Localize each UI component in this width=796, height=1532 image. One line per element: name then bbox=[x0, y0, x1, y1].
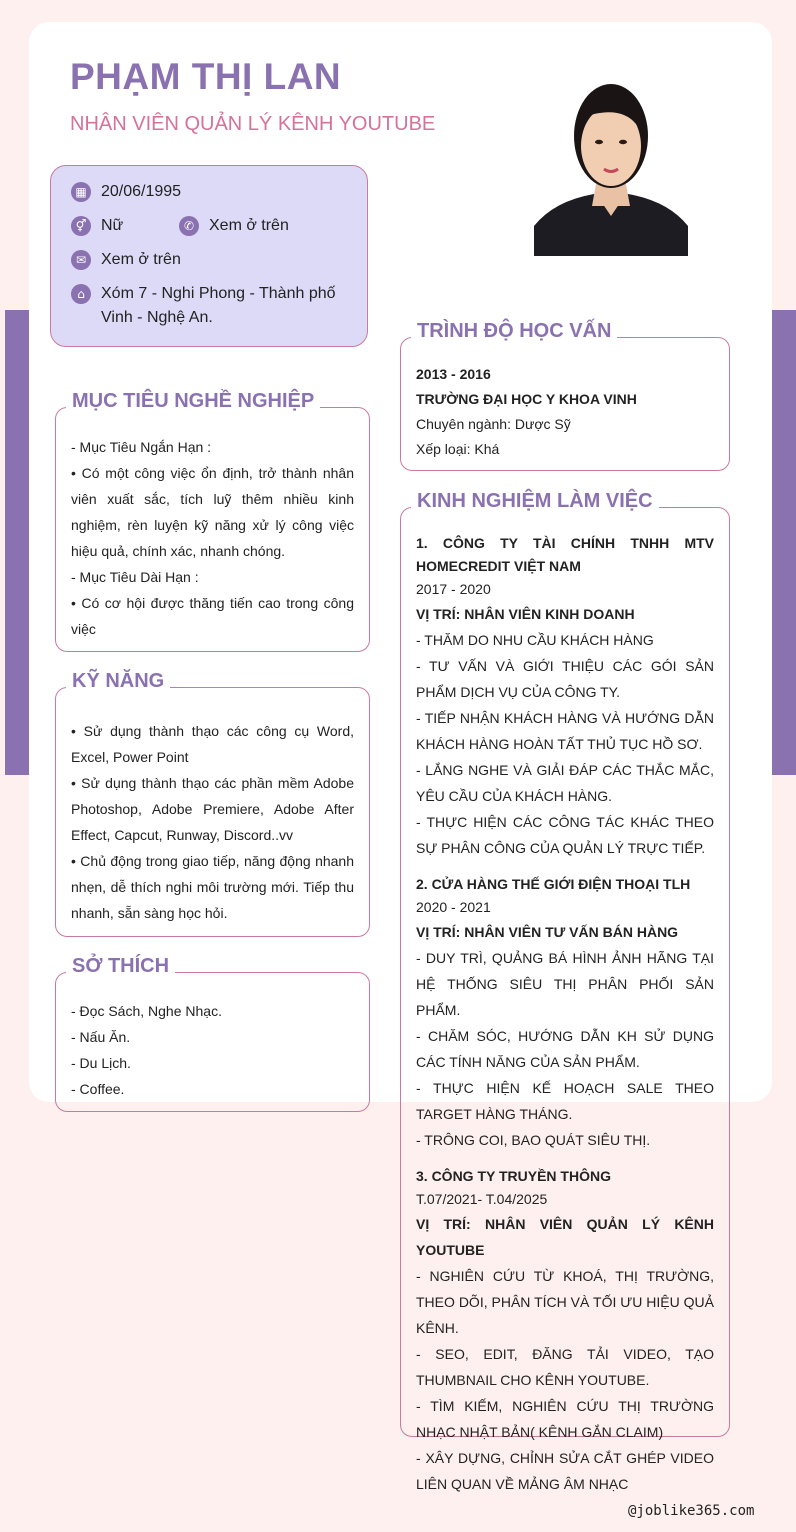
job-company: 3. CÔNG TY TRUYỀN THÔNG bbox=[416, 1168, 611, 1184]
education-school: TRƯỜNG ĐẠI HỌC Y KHOA VINH bbox=[416, 391, 637, 407]
job-duty: - NGHIÊN CỨU TỪ KHOÁ, THỊ TRƯỜNG, THEO DÕI, PHÂN TÍCH VÀ TỐI ƯU HIỆU QUẢ KÊNH. bbox=[416, 1268, 714, 1336]
skills-section bbox=[55, 670, 370, 937]
contact-birthday bbox=[71, 180, 181, 204]
right-accent-band bbox=[772, 310, 796, 775]
gender-icon: ⚥ bbox=[71, 216, 91, 236]
job-entry bbox=[416, 873, 714, 1153]
watermark: @joblike365.com bbox=[628, 1503, 755, 1519]
job-duty: - LẮNG NGHE VÀ GIẢI ĐÁP CÁC THẮC MẮC, YÊU CẦU CỦA KHÁCH HÀNG. bbox=[416, 762, 714, 804]
hobbies-heading: SỞ THÍCH bbox=[66, 955, 175, 978]
hobby-line: - Coffee. bbox=[71, 1081, 125, 1097]
contact-gender bbox=[71, 214, 123, 238]
job-position: VỊ TRÍ: NHÂN VIÊN QUẢN LÝ KÊNH YOUTUBE bbox=[416, 1216, 714, 1258]
hobby-line: - Nấu Ăn. bbox=[71, 1029, 131, 1045]
job-company: 2. CỬA HÀNG THẾ GIỚI ĐIỆN THOẠI TLH bbox=[416, 876, 691, 892]
job-entry bbox=[416, 532, 714, 861]
skills-heading: KỸ NĂNG bbox=[66, 670, 170, 693]
experience-heading: KINH NGHIỆM LÀM VIỆC bbox=[411, 490, 659, 513]
job-duty: - TƯ VẤN VÀ GIỚI THIỆU CÁC GÓI SẢN PHẨM DỊCH VỤ CỦA CÔNG TY. bbox=[416, 658, 714, 700]
contact-email bbox=[71, 248, 181, 272]
address-text: Xóm 7 - Nghi Phong - Thành phố Vinh - Nghệ An. bbox=[101, 285, 336, 326]
birthday-text: 20/06/1995 bbox=[101, 183, 182, 200]
hobby-line: - Du Lịch. bbox=[71, 1055, 131, 1071]
job-period: 2020 - 2021 bbox=[416, 899, 491, 915]
objective-line: • Có cơ hội được thăng tiến cao trong công việc bbox=[71, 595, 354, 637]
phone-icon: ✆ bbox=[179, 216, 199, 236]
job-duty: - THỰC HIỆN KẾ HOẠCH SALE THEO TARGET HÀNG THÁNG. bbox=[416, 1080, 714, 1122]
job-duty: - TIẾP NHẬN KHÁCH HÀNG VÀ HƯỚNG DẪN KHÁCH HÀNG HOÀN TẤT THỦ TỤC HỒ SƠ. bbox=[416, 710, 714, 752]
gender-text: Nữ bbox=[101, 217, 124, 234]
job-duty: - XÂY DỰNG, CHỈNH SỬA CẮT GHÉP VIDEO LIÊN QUAN VỀ MẢNG ÂM NHẠC bbox=[416, 1450, 714, 1492]
job-duty: - CHĂM SÓC, HƯỚNG DẪN KH SỬ DỤNG CÁC TÍNH NĂNG CỦA SẢN PHẨM. bbox=[416, 1028, 714, 1070]
experience-body bbox=[416, 532, 714, 1497]
job-duty: - SEO, EDIT, ĐĂNG TẢI VIDEO, TẠO THUMBNAIL CHO KÊNH YOUTUBE. bbox=[416, 1346, 714, 1388]
left-accent-band bbox=[5, 310, 29, 775]
email-text: Xem ở trên bbox=[101, 251, 181, 268]
job-duty: - TÌM KIẾM, NGHIÊN CỨU THỊ TRƯỜNG NHẠC NHẬT BẢN( KÊNH GẮN CLAIM) bbox=[416, 1398, 714, 1440]
skill-line: • Sử dụng thành thạo các phần mềm Adobe Photoshop, Adobe Premiere, Adobe After Effect, Capcut, Runway, Discord..vv bbox=[71, 775, 354, 843]
objective-body bbox=[71, 434, 354, 642]
job-entry bbox=[416, 1165, 714, 1497]
home-icon: ⌂ bbox=[71, 284, 91, 304]
contact-phone bbox=[179, 214, 289, 238]
contact-address bbox=[71, 282, 341, 330]
experience-section bbox=[400, 490, 730, 1492]
job-company: 1. CÔNG TY TÀI CHÍNH TNHH MTV HOMECREDIT VIỆT NAM bbox=[416, 535, 714, 574]
contact-box bbox=[50, 165, 368, 347]
skills-body bbox=[71, 718, 354, 926]
profile-photo bbox=[534, 66, 688, 256]
candidate-title: NHÂN VIÊN QUẢN LÝ KÊNH YOUTUBE bbox=[70, 113, 436, 135]
objective-line: - Mục Tiêu Dài Hạn : bbox=[71, 569, 199, 585]
job-position: VỊ TRÍ: NHÂN VIÊN TƯ VẤN BÁN HÀNG bbox=[416, 924, 679, 940]
hobby-line: - Đọc Sách, Nghe Nhạc. bbox=[71, 1003, 222, 1019]
calendar-icon: ▦ bbox=[71, 182, 91, 202]
candidate-name: PHẠM THỊ LAN bbox=[70, 56, 342, 97]
education-major: Chuyên ngành: Dược Sỹ bbox=[416, 416, 571, 432]
phone-text: Xem ở trên bbox=[209, 217, 289, 234]
education-section bbox=[400, 320, 730, 471]
skill-line: • Sử dụng thành thạo các công cụ Word, Excel, Power Point bbox=[71, 723, 354, 765]
education-body bbox=[416, 362, 714, 462]
objective-line: • Có một công việc ổn định, trở thành nhân viên xuất sắc, tích luỹ thêm nhiều kinh nghiệm, rèn luyện kỹ năng xử lý công việc hiệu quả, chính xác, nhanh chóng. bbox=[71, 465, 354, 559]
skill-line: • Chủ động trong giao tiếp, năng động nhanh nhẹn, dễ thích nghi môi trường mới. Tiếp thu nhanh, sẵn sàng học hỏi. bbox=[71, 853, 354, 921]
mail-icon: ✉ bbox=[71, 250, 91, 270]
objective-section bbox=[55, 390, 370, 652]
job-period: 2017 - 2020 bbox=[416, 581, 491, 597]
hobbies-body bbox=[71, 998, 354, 1102]
education-period: 2013 - 2016 bbox=[416, 366, 491, 382]
job-duty: - DUY TRÌ, QUẢNG BÁ HÌNH ẢNH HÃNG TẠI HỆ THỐNG SIÊU THỊ PHÂN PHỐI SẢN PHẨM. bbox=[416, 950, 714, 1018]
education-heading: TRÌNH ĐỘ HỌC VẤN bbox=[411, 320, 617, 343]
job-position: VỊ TRÍ: NHÂN VIÊN KINH DOANH bbox=[416, 606, 635, 622]
job-period: T.07/2021- T.04/2025 bbox=[416, 1191, 548, 1207]
hobbies-section bbox=[55, 955, 370, 1112]
objective-line: - Mục Tiêu Ngắn Hạn : bbox=[71, 439, 212, 455]
education-grade: Xếp loại: Khá bbox=[416, 441, 500, 457]
job-duty: - THỰC HIỆN CÁC CÔNG TÁC KHÁC THEO SỰ PHÂN CÔNG CỦA QUẢN LÝ TRỰC TIẾP. bbox=[416, 814, 714, 856]
objective-heading: MỤC TIÊU NGHỀ NGHIỆP bbox=[66, 390, 320, 413]
job-duty: - TRÔNG COI, BAO QUÁT SIÊU THỊ. bbox=[416, 1132, 651, 1148]
job-duty: - THĂM DO NHU CẦU KHÁCH HÀNG bbox=[416, 632, 654, 648]
